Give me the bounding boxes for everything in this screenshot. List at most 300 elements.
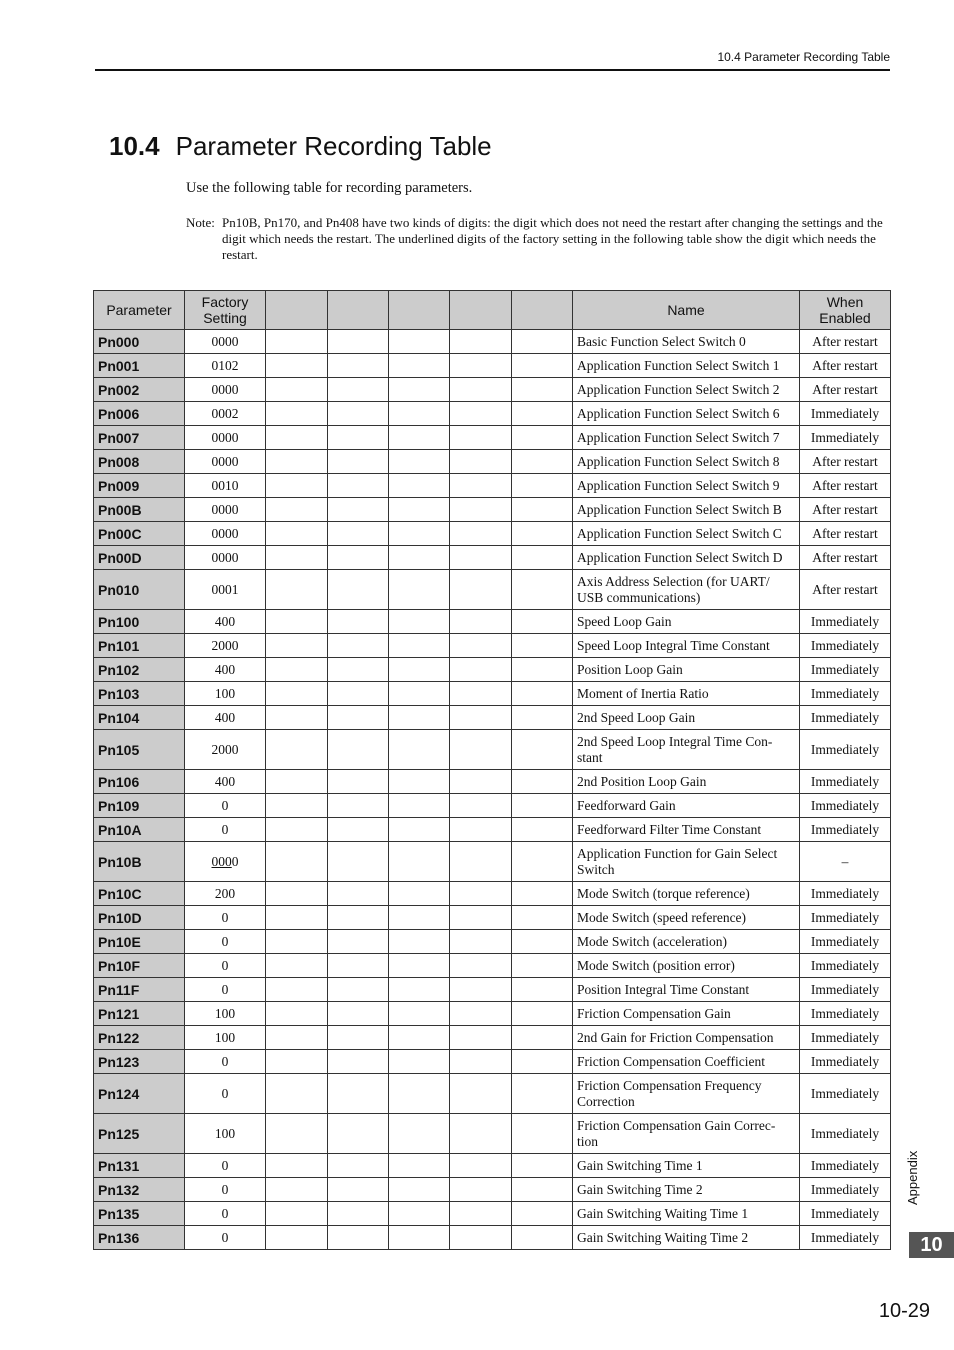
parameter-name: Mode Switch (speed reference) (573, 906, 800, 930)
parameter-code: Pn132 (94, 1178, 185, 1202)
parameter-name: Application Function Select Switch 2 (573, 378, 800, 402)
factory-setting: 200 (185, 882, 266, 906)
recording-cell[interactable] (389, 770, 450, 794)
recording-cell[interactable] (450, 770, 512, 794)
recording-cell[interactable] (389, 546, 450, 570)
parameter-name: Gain Switching Time 1 (573, 1154, 800, 1178)
factory-setting: 0 (185, 1226, 266, 1250)
recording-cell[interactable] (389, 354, 450, 378)
table-row (94, 770, 891, 794)
parameter-code: Pn124 (94, 1074, 185, 1114)
table-row (94, 1154, 891, 1178)
recording-cell[interactable] (328, 498, 389, 522)
parameter-name: Position Integral Time Constant (573, 978, 800, 1002)
recording-cell[interactable] (328, 730, 389, 770)
parameter-name: Application Function Select Switch B (573, 498, 800, 522)
when-enabled: After restart (800, 450, 891, 474)
recording-cell[interactable] (450, 978, 512, 1002)
recording-cell[interactable] (512, 354, 573, 378)
parameter-name: Gain Switching Waiting Time 2 (573, 1226, 800, 1250)
factory-setting (185, 842, 266, 882)
recording-cell[interactable] (328, 882, 389, 906)
when-enabled: Immediately (800, 1026, 891, 1050)
recording-cell[interactable] (512, 1114, 573, 1154)
recording-cell[interactable] (266, 1002, 328, 1026)
when-enabled: Immediately (800, 818, 891, 842)
recording-cell[interactable] (512, 378, 573, 402)
parameter-name: Mode Switch (torque reference) (573, 882, 800, 906)
table-row (94, 354, 891, 378)
recording-cell[interactable] (450, 1002, 512, 1026)
recording-cell[interactable] (450, 402, 512, 426)
recording-cell[interactable] (512, 730, 573, 770)
parameter-code: Pn125 (94, 1114, 185, 1154)
recording-cell[interactable] (328, 450, 389, 474)
parameter-code: Pn123 (94, 1050, 185, 1074)
recording-cell[interactable] (266, 818, 328, 842)
recording-cell[interactable] (450, 1178, 512, 1202)
when-enabled: Immediately (800, 794, 891, 818)
recording-cell[interactable] (328, 1154, 389, 1178)
recording-cell[interactable] (450, 730, 512, 770)
header-when-enabled: When Enabled (800, 291, 891, 330)
table-row (94, 706, 891, 730)
when-enabled: Immediately (800, 882, 891, 906)
recording-cell[interactable] (512, 842, 573, 882)
when-enabled: Immediately (800, 954, 891, 978)
when-enabled: After restart (800, 570, 891, 610)
recording-cell[interactable] (389, 426, 450, 450)
recording-cell[interactable] (450, 1226, 512, 1250)
parameter-name: Mode Switch (position error) (573, 954, 800, 978)
table-row (94, 1202, 891, 1226)
recording-cell[interactable] (389, 610, 450, 634)
recording-cell[interactable] (512, 546, 573, 570)
recording-cell[interactable] (512, 1074, 573, 1114)
recording-cell[interactable] (266, 1154, 328, 1178)
recording-cell[interactable] (389, 730, 450, 770)
factory-setting: 0 (185, 1178, 266, 1202)
recording-cell[interactable] (328, 330, 389, 354)
factory-setting: 0000 (185, 378, 266, 402)
parameter-name: Application Function Select Switch 8 (573, 450, 800, 474)
recording-cell[interactable] (389, 450, 450, 474)
recording-cell[interactable] (450, 330, 512, 354)
recording-cell[interactable] (328, 1202, 389, 1226)
table-row (94, 794, 891, 818)
recording-cell[interactable] (328, 1002, 389, 1026)
recording-cell[interactable] (450, 378, 512, 402)
parameter-code: Pn135 (94, 1202, 185, 1226)
recording-cell[interactable] (450, 706, 512, 730)
parameter-code: Pn136 (94, 1226, 185, 1250)
parameter-code: Pn103 (94, 682, 185, 706)
recording-cell[interactable] (328, 930, 389, 954)
recording-cell[interactable] (450, 1202, 512, 1226)
recording-cell[interactable] (389, 706, 450, 730)
table-row (94, 426, 891, 450)
recording-cell[interactable] (512, 426, 573, 450)
table-row (94, 682, 891, 706)
recording-cell[interactable] (450, 450, 512, 474)
factory-setting: 100 (185, 1114, 266, 1154)
parameter-code: Pn10D (94, 906, 185, 930)
recording-cell[interactable] (328, 978, 389, 1002)
table-row (94, 378, 891, 402)
parameter-code: Pn00C (94, 522, 185, 546)
recording-cell[interactable] (450, 610, 512, 634)
recording-cell[interactable] (389, 954, 450, 978)
parameter-code: Pn102 (94, 658, 185, 682)
recording-cell[interactable] (450, 634, 512, 658)
parameter-code: Pn009 (94, 474, 185, 498)
recording-cell[interactable] (512, 770, 573, 794)
table-row (94, 610, 891, 634)
table-row (94, 330, 891, 354)
recording-cell[interactable] (450, 658, 512, 682)
when-enabled: After restart (800, 498, 891, 522)
table-row (94, 1178, 891, 1202)
recording-cell[interactable] (450, 842, 512, 882)
recording-cell[interactable] (266, 706, 328, 730)
recording-cell[interactable] (389, 1226, 450, 1250)
recording-cell[interactable] (328, 658, 389, 682)
recording-cell[interactable] (328, 818, 389, 842)
note-text: Pn10B, Pn170, and Pn408 have two kinds of digits: the digit which does not need the restart after changing the settings and the digit which needs the restart. The underlined digits of the factory setting in the following table show the digit which needs the restart. (222, 215, 883, 262)
recording-cell[interactable] (450, 474, 512, 498)
when-enabled: Immediately (800, 682, 891, 706)
recording-cell[interactable] (512, 1002, 573, 1026)
recording-cell[interactable] (328, 1114, 389, 1154)
recording-cell[interactable] (328, 1074, 389, 1114)
recording-cell[interactable] (389, 570, 450, 610)
factory-setting: 0 (185, 954, 266, 978)
factory-setting: 100 (185, 1026, 266, 1050)
recording-cell[interactable] (328, 682, 389, 706)
when-enabled: Immediately (800, 1074, 891, 1114)
header-blank (512, 291, 573, 330)
recording-cell[interactable] (512, 402, 573, 426)
recording-cell[interactable] (450, 546, 512, 570)
recording-cell[interactable] (450, 498, 512, 522)
recording-cell[interactable] (389, 1074, 450, 1114)
recording-cell[interactable] (266, 906, 328, 930)
recording-cell[interactable] (266, 1226, 328, 1250)
recording-cell[interactable] (328, 570, 389, 610)
recording-cell[interactable] (450, 522, 512, 546)
recording-cell[interactable] (512, 330, 573, 354)
table-row (94, 1002, 891, 1026)
factory-setting: 0 (185, 1074, 266, 1114)
recording-cell[interactable] (450, 354, 512, 378)
recording-cell[interactable] (512, 1202, 573, 1226)
recording-cell[interactable] (512, 706, 573, 730)
recording-cell[interactable] (266, 474, 328, 498)
recording-cell[interactable] (328, 1050, 389, 1074)
section-number: 10.4 (109, 131, 160, 161)
recording-cell[interactable] (450, 906, 512, 930)
note-label: Note: (186, 215, 215, 230)
recording-cell[interactable] (512, 1154, 573, 1178)
recording-cell[interactable] (389, 842, 450, 882)
header-blank (266, 291, 328, 330)
recording-cell[interactable] (512, 954, 573, 978)
parameter-code: Pn001 (94, 354, 185, 378)
recording-cell[interactable] (328, 1026, 389, 1050)
recording-cell[interactable] (512, 1050, 573, 1074)
recording-cell[interactable] (512, 978, 573, 1002)
recording-cell[interactable] (389, 906, 450, 930)
table-row (94, 842, 891, 882)
recording-cell[interactable] (512, 794, 573, 818)
recording-cell[interactable] (450, 818, 512, 842)
recording-cell[interactable] (389, 658, 450, 682)
recording-cell[interactable] (389, 1178, 450, 1202)
parameter-name: Application Function for Gain Select Switch (573, 842, 800, 882)
recording-cell[interactable] (266, 378, 328, 402)
recording-cell[interactable] (389, 1026, 450, 1050)
recording-cell[interactable] (266, 730, 328, 770)
chapter-tab: 10 (909, 1232, 954, 1258)
recording-cell[interactable] (512, 522, 573, 546)
recording-cell[interactable] (389, 634, 450, 658)
intro-text: Use the following table for recording parameters. (186, 180, 473, 196)
parameter-code: Pn109 (94, 794, 185, 818)
recording-cell[interactable] (389, 402, 450, 426)
recording-cell[interactable] (328, 378, 389, 402)
factory-setting: 0 (185, 1154, 266, 1178)
parameter-table (93, 290, 891, 1250)
parameter-code: Pn010 (94, 570, 185, 610)
factory-setting: 100 (185, 682, 266, 706)
recording-cell[interactable] (389, 1050, 450, 1074)
factory-setting: 0 (185, 978, 266, 1002)
recording-cell[interactable] (450, 882, 512, 906)
table-row (94, 1074, 891, 1114)
recording-cell[interactable] (266, 682, 328, 706)
recording-cell[interactable] (266, 330, 328, 354)
recording-cell[interactable] (266, 930, 328, 954)
recording-cell[interactable] (450, 1114, 512, 1154)
parameter-code: Pn10F (94, 954, 185, 978)
recording-cell[interactable] (328, 474, 389, 498)
recording-cell[interactable] (266, 794, 328, 818)
parameter-name: Mode Switch (acceleration) (573, 930, 800, 954)
recording-cell[interactable] (389, 794, 450, 818)
recording-cell[interactable] (328, 354, 389, 378)
recording-cell[interactable] (266, 1050, 328, 1074)
factory-setting: 400 (185, 706, 266, 730)
factory-setting: 0 (185, 906, 266, 930)
recording-cell[interactable] (450, 1154, 512, 1178)
parameter-code: Pn00D (94, 546, 185, 570)
parameter-code: Pn008 (94, 450, 185, 474)
recording-cell[interactable] (450, 930, 512, 954)
parameter-code: Pn121 (94, 1002, 185, 1026)
recording-cell[interactable] (328, 954, 389, 978)
recording-cell[interactable] (389, 378, 450, 402)
recording-cell[interactable] (512, 682, 573, 706)
parameter-code: Pn104 (94, 706, 185, 730)
recording-cell[interactable] (328, 794, 389, 818)
recording-cell[interactable] (389, 1114, 450, 1154)
recording-cell[interactable] (389, 1154, 450, 1178)
recording-cell[interactable] (266, 522, 328, 546)
factory-setting: 0000 (185, 498, 266, 522)
recording-cell[interactable] (512, 570, 573, 610)
parameter-name: Gain Switching Time 2 (573, 1178, 800, 1202)
factory-setting-immediate-digits: 0 (231, 853, 239, 869)
recording-cell[interactable] (389, 882, 450, 906)
recording-cell[interactable] (512, 818, 573, 842)
recording-cell[interactable] (266, 610, 328, 634)
parameter-code: Pn002 (94, 378, 185, 402)
parameter-name: Speed Loop Integral Time Constant (573, 634, 800, 658)
recording-cell[interactable] (266, 450, 328, 474)
recording-cell[interactable] (328, 634, 389, 658)
recording-cell[interactable] (266, 1202, 328, 1226)
recording-cell[interactable] (266, 842, 328, 882)
recording-cell[interactable] (328, 842, 389, 882)
when-enabled: Immediately (800, 978, 891, 1002)
factory-setting: 2000 (185, 634, 266, 658)
parameter-name: Feedforward Gain (573, 794, 800, 818)
recording-cell[interactable] (266, 1026, 328, 1050)
factory-setting: 0000 (185, 330, 266, 354)
recording-cell[interactable] (389, 498, 450, 522)
recording-cell[interactable] (328, 770, 389, 794)
recording-cell[interactable] (266, 546, 328, 570)
recording-cell[interactable] (389, 930, 450, 954)
recording-cell[interactable] (266, 1114, 328, 1154)
parameter-code: Pn131 (94, 1154, 185, 1178)
parameter-code: Pn106 (94, 770, 185, 794)
recording-cell[interactable] (450, 954, 512, 978)
recording-cell[interactable] (450, 1074, 512, 1114)
recording-cell[interactable] (450, 1050, 512, 1074)
recording-cell[interactable] (389, 1202, 450, 1226)
recording-cell[interactable] (389, 522, 450, 546)
parameter-name: Application Function Select Switch 9 (573, 474, 800, 498)
recording-cell[interactable] (450, 794, 512, 818)
parameter-code: Pn100 (94, 610, 185, 634)
table-header-row (94, 291, 891, 330)
page-number: 10-29 (878, 1300, 930, 1322)
recording-cell[interactable] (266, 770, 328, 794)
parameter-code: Pn11F (94, 978, 185, 1002)
when-enabled: Immediately (800, 402, 891, 426)
recording-cell[interactable] (266, 978, 328, 1002)
parameter-code: Pn10B (94, 842, 185, 882)
recording-cell[interactable] (328, 522, 389, 546)
recording-cell[interactable] (266, 354, 328, 378)
when-enabled: Immediately (800, 1154, 891, 1178)
recording-cell[interactable] (389, 474, 450, 498)
header-blank (328, 291, 389, 330)
factory-setting: 0000 (185, 426, 266, 450)
parameter-code: Pn006 (94, 402, 185, 426)
recording-cell[interactable] (512, 610, 573, 634)
recording-cell[interactable] (512, 498, 573, 522)
recording-cell[interactable] (266, 882, 328, 906)
table-row (94, 1114, 891, 1154)
recording-cell[interactable] (512, 882, 573, 906)
recording-cell[interactable] (512, 1226, 573, 1250)
table-row (94, 1226, 891, 1250)
recording-cell[interactable] (328, 426, 389, 450)
table-row (94, 906, 891, 930)
table-row (94, 474, 891, 498)
when-enabled: Immediately (800, 658, 891, 682)
recording-cell[interactable] (450, 682, 512, 706)
recording-cell[interactable] (512, 474, 573, 498)
recording-cell[interactable] (512, 658, 573, 682)
recording-cell[interactable] (450, 570, 512, 610)
when-enabled: Immediately (800, 1050, 891, 1074)
recording-cell[interactable] (328, 906, 389, 930)
factory-setting: 100 (185, 1002, 266, 1026)
factory-setting: 400 (185, 610, 266, 634)
recording-cell[interactable] (389, 818, 450, 842)
recording-cell[interactable] (328, 610, 389, 634)
recording-cell[interactable] (389, 682, 450, 706)
recording-cell[interactable] (328, 706, 389, 730)
recording-cell[interactable] (266, 570, 328, 610)
parameter-name: Speed Loop Gain (573, 610, 800, 634)
recording-cell[interactable] (328, 546, 389, 570)
recording-cell[interactable] (266, 402, 328, 426)
recording-cell[interactable] (266, 498, 328, 522)
table-row (94, 954, 891, 978)
recording-cell[interactable] (450, 426, 512, 450)
recording-cell[interactable] (389, 330, 450, 354)
header-name: Name (573, 291, 800, 330)
recording-cell[interactable] (389, 1002, 450, 1026)
recording-cell[interactable] (512, 1026, 573, 1050)
recording-cell[interactable] (328, 1226, 389, 1250)
recording-cell[interactable] (512, 450, 573, 474)
recording-cell[interactable] (512, 1178, 573, 1202)
when-enabled: Immediately (800, 426, 891, 450)
factory-setting: 400 (185, 658, 266, 682)
parameter-name: Gain Switching Waiting Time 1 (573, 1202, 800, 1226)
recording-cell[interactable] (512, 906, 573, 930)
recording-cell[interactable] (450, 1026, 512, 1050)
when-enabled: Immediately (800, 1002, 891, 1026)
recording-cell[interactable] (512, 930, 573, 954)
recording-cell[interactable] (266, 1074, 328, 1114)
when-enabled: Immediately (800, 1178, 891, 1202)
recording-cell[interactable] (328, 1178, 389, 1202)
recording-cell[interactable] (328, 402, 389, 426)
parameter-code: Pn007 (94, 426, 185, 450)
recording-cell[interactable] (266, 658, 328, 682)
recording-cell[interactable] (266, 954, 328, 978)
recording-cell[interactable] (266, 634, 328, 658)
parameter-code: Pn000 (94, 330, 185, 354)
when-enabled: Immediately (800, 610, 891, 634)
recording-cell[interactable] (266, 426, 328, 450)
factory-setting: 0 (185, 794, 266, 818)
header-blank (450, 291, 512, 330)
table-row (94, 546, 891, 570)
parameter-name: Basic Function Select Switch 0 (573, 330, 800, 354)
when-enabled: After restart (800, 474, 891, 498)
recording-cell[interactable] (512, 634, 573, 658)
table-row (94, 634, 891, 658)
recording-cell[interactable] (266, 1178, 328, 1202)
recording-cell[interactable] (389, 978, 450, 1002)
